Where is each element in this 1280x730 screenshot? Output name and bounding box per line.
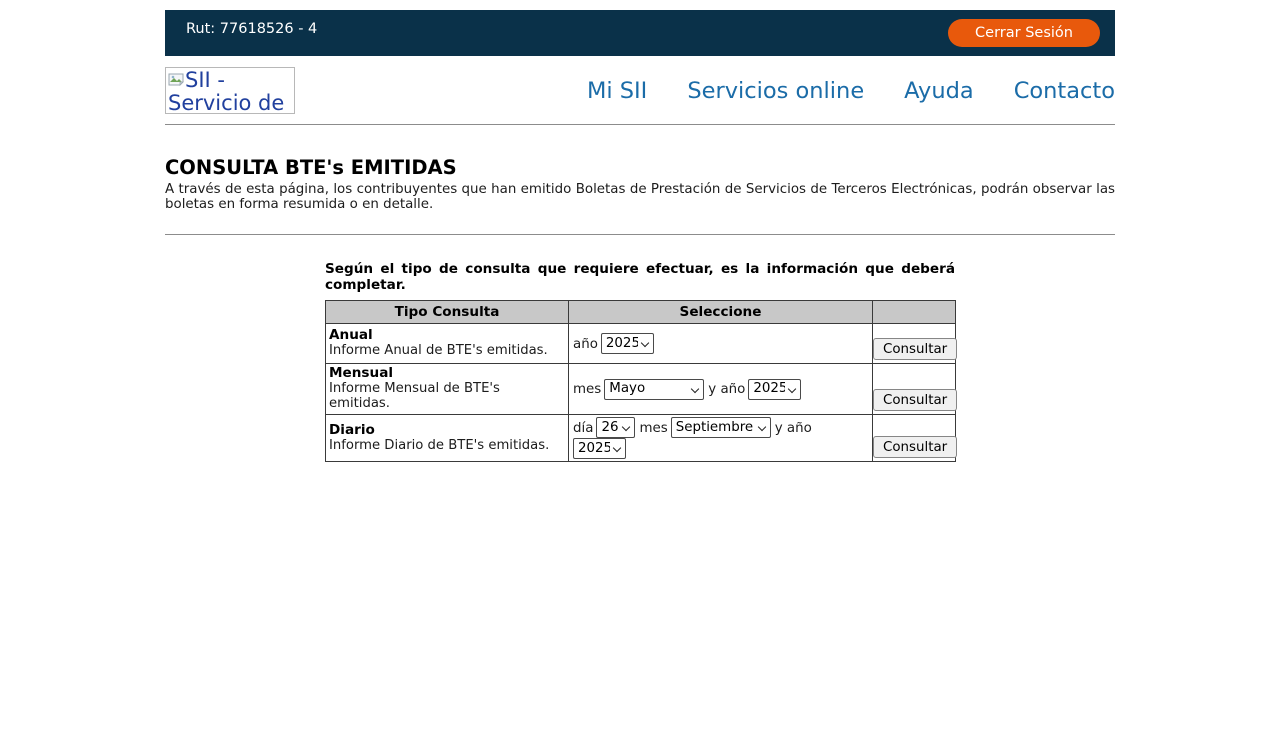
row-description: Informe Anual de BTE's emitidas.	[329, 343, 548, 358]
anual-action-cell	[873, 324, 956, 364]
mensual-year-label: y año	[708, 382, 746, 397]
diario-day-label: día	[573, 420, 594, 436]
table-header-row	[326, 301, 956, 324]
anual-year-select-wrap	[601, 333, 654, 354]
mensual-label-cell	[326, 364, 569, 415]
mensual-year-select[interactable]	[748, 379, 801, 400]
mensual-month-select[interactable]	[604, 379, 704, 400]
diario-month-select[interactable]	[671, 417, 771, 438]
diario-year-select[interactable]	[573, 438, 626, 459]
mensual-month-label: mes	[573, 382, 602, 397]
mensual-consultar-button[interactable]: Consultar	[873, 389, 957, 411]
nav-ayuda[interactable]: Ayuda	[904, 77, 974, 104]
mensual-month-select-wrap	[604, 379, 704, 400]
consulta-section	[325, 262, 955, 462]
diario-action-cell	[873, 415, 956, 462]
nav-mi-sii[interactable]: Mi SII	[586, 77, 648, 104]
diario-select-cell	[569, 415, 873, 462]
logo-alt-text: SII - Servicio de	[168, 68, 285, 114]
main-content	[165, 156, 1115, 462]
instruction-text: Según el tipo de consulta que requiere efectuar, es la información que deberá completar.	[325, 261, 955, 293]
diario-label-cell	[326, 415, 569, 462]
anual-select-cell	[569, 324, 873, 364]
rut-label: Rut: 77618526 - 4	[186, 21, 318, 37]
consulta-table	[325, 300, 956, 462]
site-header	[165, 56, 1115, 125]
diario-month-label: mes	[639, 420, 668, 436]
nav-servicios-online[interactable]: Servicios online	[687, 77, 865, 104]
diario-consultar-button[interactable]: Consultar	[873, 436, 957, 458]
row-title: Anual	[329, 327, 373, 343]
diario-year-select-wrap	[573, 438, 626, 459]
divider	[165, 234, 1115, 235]
diario-day-select[interactable]	[596, 417, 635, 438]
anual-label-cell	[326, 324, 569, 364]
sii-logo[interactable]	[165, 67, 295, 114]
page-container	[165, 10, 1115, 462]
diario-month-select-wrap	[671, 417, 771, 438]
broken-image-icon	[168, 72, 184, 91]
diario-year-label: y año	[774, 420, 812, 436]
table-row-anual	[326, 324, 956, 364]
page-title: CONSULTA BTE's EMITIDAS	[165, 156, 457, 179]
mensual-year-select-wrap	[748, 379, 801, 400]
page-description: A través de esta página, los contribuyentes que han emitido Boletas de Prestación de Servicios de Terceros Electrónicas, podrán observar las boletas en forma resumida o en detalle.	[165, 182, 1115, 212]
mensual-action-cell	[873, 364, 956, 415]
diario-day-select-wrap	[596, 417, 635, 438]
anual-year-label: año	[573, 336, 598, 352]
table-row-mensual	[326, 364, 956, 415]
mensual-select-cell	[569, 364, 873, 415]
nav-contacto[interactable]: Contacto	[1013, 77, 1115, 104]
col-header-seleccione: Seleccione	[569, 301, 873, 324]
logout-button[interactable]: Cerrar Sesión	[948, 19, 1100, 47]
session-bar	[165, 10, 1115, 56]
col-header-tipo-consulta: Tipo Consulta	[326, 301, 569, 324]
row-description: Informe Mensual de BTE's emitidas.	[329, 381, 500, 411]
anual-consultar-button[interactable]: Consultar	[873, 338, 957, 360]
main-nav	[587, 78, 1115, 104]
col-header-action	[873, 301, 956, 324]
table-row-diario	[326, 415, 956, 462]
anual-year-select[interactable]	[601, 333, 654, 354]
row-title: Mensual	[329, 365, 394, 381]
row-description: Informe Diario de BTE's emitidas.	[329, 437, 550, 453]
row-title: Diario	[329, 421, 375, 438]
